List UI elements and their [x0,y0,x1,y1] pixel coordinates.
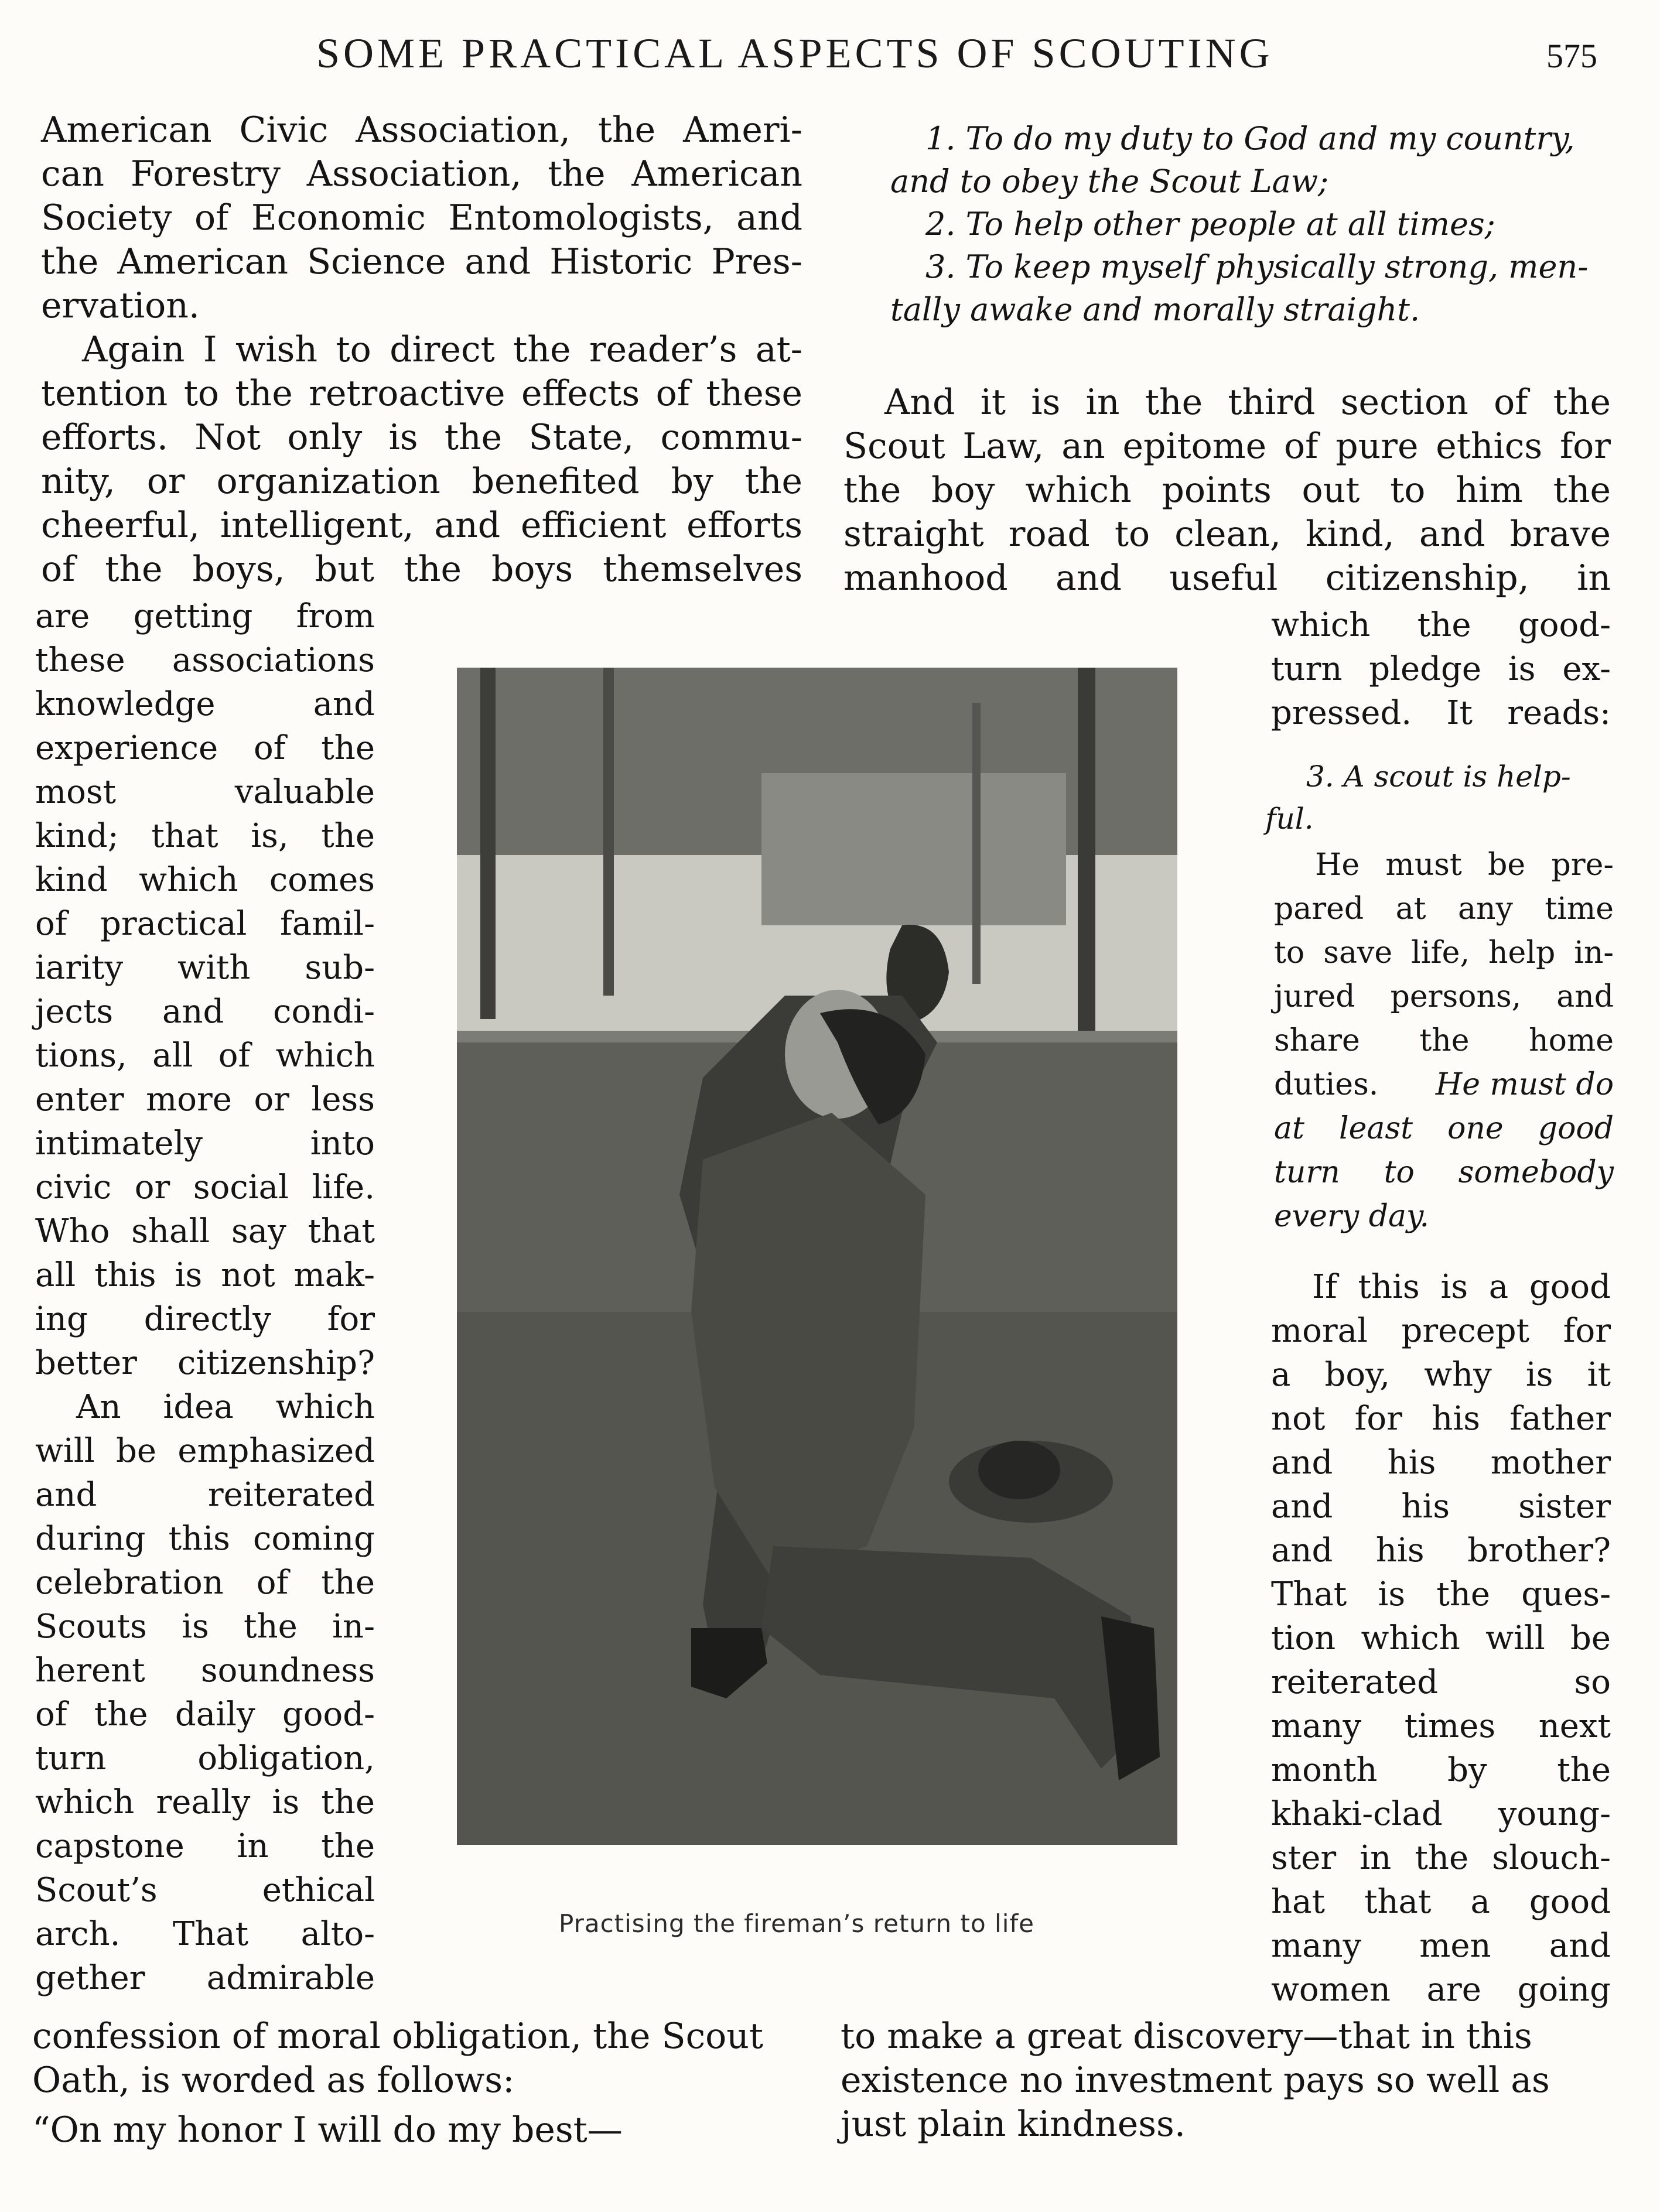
text-line: Society of Economic Entomologists, and [41,197,802,238]
text-line: manhood and useful citizenship, in [843,558,1611,599]
right-column-closing-text [841,2015,1608,2146]
left-column-top-text [41,108,802,592]
text-line: gether admirable [35,1959,375,1997]
text-line: khaki-clad young- [1271,1795,1611,1833]
text-line: month by the [1271,1751,1611,1789]
text-line: tention to the retroactive effects of these [41,373,802,414]
text-line: the boy which points out to him the [843,470,1611,511]
law-mixed-italic: He must do [1435,1067,1614,1102]
text-line: and his brother? [1271,1531,1611,1570]
photo-illustration [457,668,1177,1845]
text-line: capstone in the [35,1827,375,1865]
text-line: experience of the [35,729,375,767]
text-line: He must be pre- [1315,847,1614,883]
text-line: moral precept for [1271,1312,1611,1350]
text-line: and his sister [1271,1488,1611,1526]
left-column-bottom-text [32,2015,794,2102]
text-line: to save life, help in- [1274,935,1614,970]
text-line: jured persons, and [1274,979,1614,1014]
text-line: at least one good [1274,1111,1614,1146]
text-line: Scout Law, an epitome of pure ethics for [843,426,1611,467]
text-line: nity, or organization benefited by the [41,461,802,502]
text-line: Who shall say that [35,1212,375,1250]
text-line: just plain kindness. [841,2104,1186,2145]
text-line: most valuable [35,773,375,811]
text-line: during this coming [35,1520,375,1558]
text-line: That is the ques- [1271,1575,1611,1613]
text-line: will be emphasized [35,1432,375,1470]
text-line: are getting from [35,597,375,635]
text-line: these associations [35,641,375,679]
text-line: celebration of the [35,1564,375,1602]
right-column-closing-wrapped [1271,1265,1611,2012]
scout-law-body [1274,843,1614,1063]
text-line: 3. A scout is help- [1306,760,1571,794]
text-line: 3. To keep myself physically strong, men- [925,248,1589,285]
left-column-wrapped-text [35,594,375,2000]
text-line: kind which comes [35,861,375,899]
text-line: knowledge and [35,685,375,723]
scout-oath-text [890,117,1628,331]
text-line: civic or social life. [35,1168,375,1206]
text-line: the American Science and Historic Pres- [41,241,802,282]
text-line: 1. To do my duty to God and my country, [925,120,1575,157]
text-line: confession of moral obligation, the Scout [32,2016,764,2057]
scout-law-mixed-line [1274,1063,1614,1107]
scouts-photograph [457,668,1177,1845]
text-line: which the good- [1271,606,1611,644]
text-line: and to obey the Scout Law; [890,163,1329,200]
text-line: pared at any time [1274,891,1614,926]
text-line: reiterated so [1271,1663,1611,1701]
text-line: better citizenship? [35,1344,375,1382]
text-line: ful. [1265,802,1314,836]
text-line: American Civic Association, the Ameri- [41,110,802,151]
text-line: many times next [1271,1707,1611,1745]
text-line: every day. [1274,1199,1429,1234]
text-line: Scout’s ethical [35,1871,375,1909]
text-line: efforts. Not only is the State, commu- [41,417,802,458]
text-line: ster in the slouch- [1271,1839,1611,1877]
text-line: to make a great discovery—that in this [841,2016,1532,2057]
text-line: existence no investment pays so well as [841,2060,1550,2101]
text-line: straight road to clean, kind, and brave [843,514,1611,555]
text-line: turn obligation, [35,1739,375,1777]
text-line: women are going [1271,1971,1611,2009]
text-line: Scouts is the in- [35,1608,375,1646]
text-line: can Forestry Association, the American [41,153,802,194]
text-line: of the boys, but the boys themselves [41,549,802,590]
text-line: pressed. It reads: [1271,694,1611,732]
scout-law-heading [1265,755,1611,840]
photo-caption: Practising the fireman’s return to life [558,1909,1035,1938]
page-number: 575 [1546,37,1597,75]
text-line: kind; that is, the [35,817,375,855]
text-line: of the daily good- [35,1695,375,1734]
right-column-top-text [843,381,1611,600]
text-line: cheerful, intelligent, and efficient efforts [41,505,802,546]
text-line: all this is not mak- [35,1256,375,1294]
text-line: of practical famil- [35,905,375,943]
text-line: 2. To help other people at all times; [925,206,1495,242]
text-line: intimately into [35,1124,375,1163]
text-line: turn pledge is ex- [1271,650,1611,688]
law-mixed-plain: duties. [1274,1067,1379,1102]
text-line: and reiterated [35,1476,375,1514]
text-line: tally awake and morally straight. [890,291,1420,328]
right-column-wrapped-text [1271,603,1611,735]
text-line: a boy, why is it [1271,1356,1611,1394]
text-line: tion which will be [1271,1619,1611,1657]
text-line: enter more or less [35,1081,375,1119]
text-line: turn to somebody [1274,1155,1614,1190]
text-line: If this is a good [1312,1268,1611,1306]
text-line: share the home [1274,1023,1614,1058]
text-line: herent soundness [35,1652,375,1690]
text-line: not for his father [1271,1400,1611,1438]
text-line: tions, all of which [35,1037,375,1075]
text-line: iarity with sub- [35,949,375,987]
text-line: And it is in the third section of the [884,382,1611,423]
text-line: arch. That alto- [35,1915,375,1953]
text-line: jects and condi- [35,993,375,1031]
text-line: hat that a good [1271,1883,1611,1921]
text-line: Oath, is worded as follows: [32,2060,515,2101]
oath-opening: “On my honor I will do my best— [32,2110,623,2151]
running-header: SOME PRACTICAL ASPECTS OF SCOUTING [316,30,1273,77]
text-line: many men and [1271,1927,1611,1965]
text-line: ing directly for [35,1300,375,1338]
text-line: which really is the [35,1783,375,1821]
text-line: An idea which [76,1388,375,1426]
scout-law-italic [1274,1107,1614,1239]
text-line: ervation. [41,285,200,326]
text-line: and his mother [1271,1444,1611,1482]
text-line: Again I wish to direct the reader’s at- [82,329,802,370]
